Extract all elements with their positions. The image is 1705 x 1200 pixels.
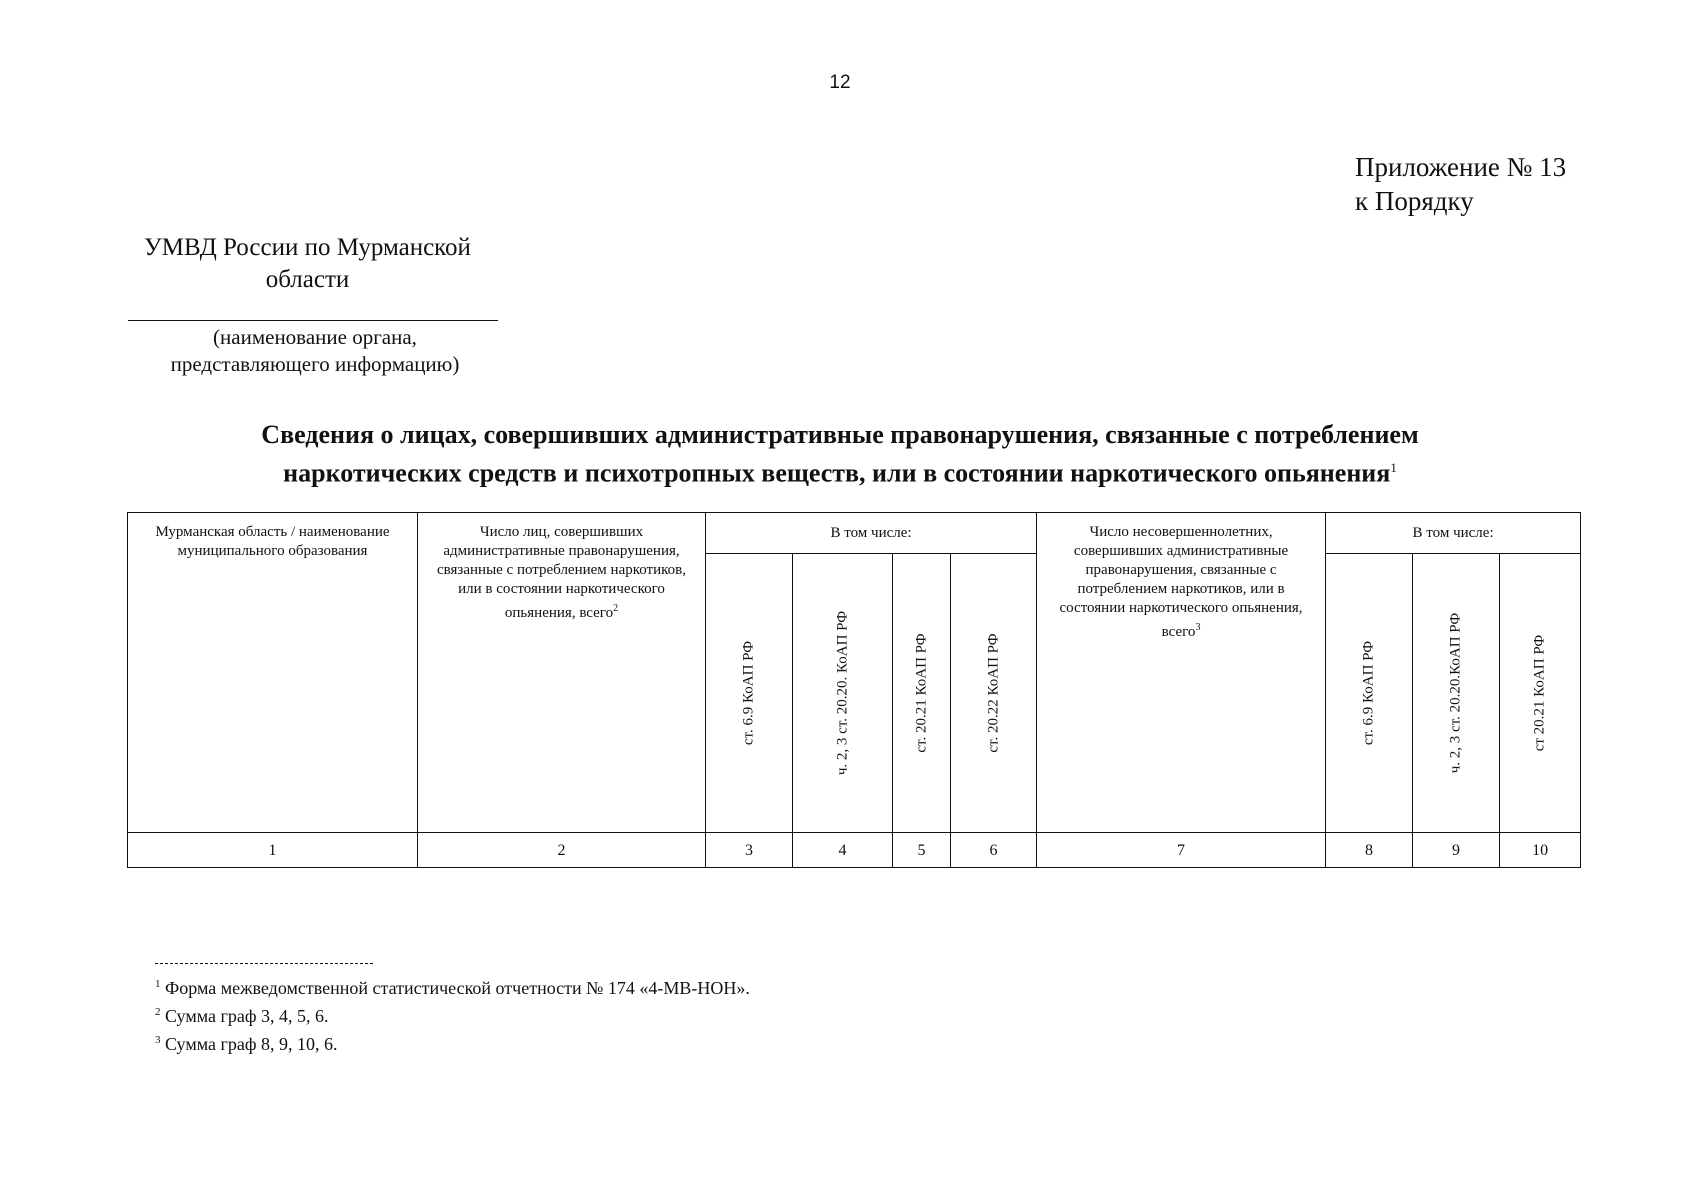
column-number: 5 bbox=[893, 833, 951, 868]
header-group-adults-text: В том числе: bbox=[830, 524, 912, 541]
organization-name bbox=[110, 232, 505, 296]
header-total-minors bbox=[1037, 513, 1326, 833]
header-art-20-21-text: ст. 20.21 КоАП РФ bbox=[913, 633, 929, 753]
organization-caption-line-2: представляющего информацию) bbox=[170, 352, 460, 376]
column-number: 8 bbox=[1326, 833, 1413, 868]
column-number: 4 bbox=[793, 833, 893, 868]
header-minors-art-20-21 bbox=[1500, 554, 1581, 833]
header-art-6-9 bbox=[706, 554, 793, 833]
header-municipality bbox=[128, 513, 418, 833]
header-art-20-22-text: ст. 20.22 КоАП РФ bbox=[985, 633, 1002, 753]
organization-underline bbox=[128, 320, 498, 321]
appendix-line-1: Приложение № 13 bbox=[1355, 152, 1567, 182]
header-group-minors-text: В том числе: bbox=[1412, 524, 1494, 541]
header-group-adults bbox=[706, 513, 1037, 554]
page-number: 12 bbox=[829, 72, 851, 93]
organization-caption bbox=[125, 324, 505, 378]
header-total-persons-text: Число лиц, совершивших административные правонарушения, связанные с потреблением наркотиков, или в состоянии наркотического опьянения, всего bbox=[436, 524, 686, 621]
report-title-line-2-wrap bbox=[150, 451, 1530, 490]
footnote-item bbox=[155, 1000, 750, 1028]
header-minors-art-6-9 bbox=[1326, 554, 1413, 833]
footnote-separator bbox=[155, 963, 373, 964]
header-minors-art-20-20 bbox=[1413, 554, 1500, 833]
column-number: 10 bbox=[1500, 833, 1581, 868]
column-number: 2 bbox=[418, 833, 706, 868]
header-total-minors-text: Число несовершеннолетних, совершивших административные правонарушения, связанные с потреблением наркотиков, или в состоянии наркотического опьянения, всего bbox=[1059, 524, 1303, 640]
report-title-footnote-mark: 1 bbox=[1390, 460, 1397, 475]
header-art-20-21 bbox=[893, 554, 951, 833]
organization-line-2: области bbox=[265, 266, 350, 293]
column-number: 3 bbox=[706, 833, 793, 868]
column-number: 7 bbox=[1037, 833, 1326, 868]
report-title-line-1: Сведения о лицах, совершивших административные правонарушения, связанные с потреблением bbox=[261, 420, 1419, 449]
header-minors-art-20-21-text: ст 20.21 КоАП РФ bbox=[1531, 634, 1548, 752]
header-total-minors-note: 3 bbox=[1195, 622, 1201, 633]
footnote-item bbox=[155, 972, 750, 1000]
footnotes bbox=[155, 972, 750, 1056]
header-art-20-20-text: ч. 2, 3 ст. 20.20. КоАП РФ bbox=[834, 610, 850, 776]
footnote-mark: 3 bbox=[155, 1034, 161, 1046]
header-minors-art-6-9-text: ст. 6.9 КоАП РФ bbox=[1360, 640, 1377, 746]
header-municipality-text: Мурманская область / наименование муниципального образования bbox=[155, 524, 390, 559]
organization-caption-line-1: (наименование органа, bbox=[213, 325, 417, 349]
report-table bbox=[127, 512, 1581, 868]
report-title-line-2: наркотических средств и психотропных веществ, или в состоянии наркотического опьянения bbox=[283, 458, 1391, 488]
appendix-reference bbox=[1355, 150, 1566, 218]
organization-line-1: УМВД России по Мурманской bbox=[144, 234, 471, 261]
footnote-item bbox=[155, 1028, 750, 1056]
appendix-line-2: к Порядку bbox=[1355, 186, 1474, 216]
header-total-persons-note: 2 bbox=[613, 603, 619, 614]
header-art-20-20 bbox=[793, 554, 893, 833]
header-art-20-22 bbox=[951, 554, 1037, 833]
header-group-minors bbox=[1326, 513, 1581, 554]
footnote-mark: 2 bbox=[155, 1006, 161, 1018]
footnote-text: Сумма граф 3, 4, 5, 6. bbox=[165, 1006, 329, 1026]
column-number-row bbox=[128, 833, 1581, 868]
report-title bbox=[150, 418, 1530, 490]
footnote-mark: 1 bbox=[155, 978, 161, 990]
column-number: 6 bbox=[951, 833, 1037, 868]
footnote-text: Сумма граф 8, 9, 10, 6. bbox=[165, 1034, 338, 1054]
footnote-text: Форма межведомственной статистической отчетности № 174 «4-МВ-НОН». bbox=[165, 978, 750, 998]
column-number: 1 bbox=[128, 833, 418, 868]
header-total-persons bbox=[418, 513, 706, 833]
header-minors-art-20-20-text: ч. 2, 3 ст. 20.20.КоАП РФ bbox=[1447, 612, 1464, 774]
header-art-6-9-text: ст. 6.9 КоАП РФ bbox=[740, 640, 757, 746]
column-number: 9 bbox=[1413, 833, 1500, 868]
